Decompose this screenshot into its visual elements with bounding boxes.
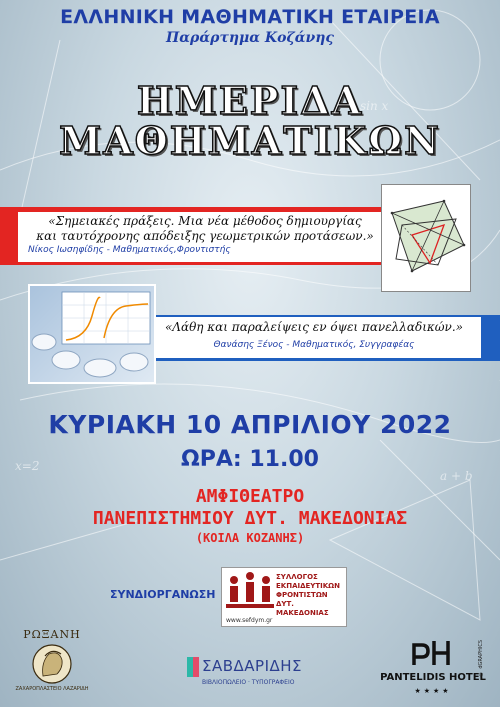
svg-text:sin x: sin x — [360, 99, 389, 113]
graph-illustration-icon — [30, 286, 154, 382]
people-logo-icon — [224, 570, 276, 616]
sefdym-url: www.sefdym.gr — [226, 617, 273, 624]
talk1-title-line2: και ταυτόχρονης απόδειξης γεωμετρικών προτάσεων.» — [36, 229, 374, 243]
talk2-speaker: Θανάσης Ξένος - Μαθηματικός, Συγγραφέας — [213, 340, 415, 350]
svg-text:x=2: x=2 — [15, 459, 40, 473]
sefdym-name — [276, 573, 346, 618]
sefdym-line4: ΔΥΤ. ΜΑΚΕΔΟΝΙΑΣ — [276, 600, 329, 617]
talk1-title — [18, 214, 392, 244]
venue-line2: ΠΑΝΕΠΙΣΤΗΜΙΟΥ ΔΥΤ. ΜΑΚΕΔΟΝΙΑΣ — [92, 508, 408, 529]
talk1-title-line1: «Σημειακές πράξεις. Μια νέα μέθοδος δημιουργίας — [48, 214, 362, 228]
sefdym-line1: ΣΥΛΛΟΓΟΣ — [276, 573, 318, 581]
hotel-stars: ★★★★ — [414, 687, 452, 695]
sefdym-line2: ΕΚΠΑΙΔΕΥΤΙΚΩΝ — [276, 582, 340, 590]
talk2-title: «Λάθη και παραλείψεις εν όψει πανελλαδικών.» — [164, 320, 464, 334]
pantelidis-hotel-logo — [378, 637, 488, 703]
sefdym-line3: ΦΡΟΝΤΙΣΤΩΝ — [276, 591, 328, 599]
event-title-line1: ΗΜΕΡΙΔΑ — [136, 78, 364, 123]
book-logo-icon — [186, 655, 200, 679]
rozani-logo — [15, 628, 89, 700]
rozani-title: ΡΩΞΑΝΗ — [23, 628, 81, 641]
talk1-speaker: Νίκος Ιωσηφίδης - Μαθηματικός,Φροντιστής — [28, 245, 231, 255]
hotel-monogram-icon — [408, 637, 458, 671]
event-title-line2: ΜΑΘΗΜΑΤΙΚΩΝ — [59, 118, 441, 163]
geometry-figure-icon — [382, 185, 470, 291]
venue-line3: (ΚΟΙΛΑ ΚΟΖΑΝΗΣ) — [195, 531, 305, 545]
hotel-name: PANTELIDIS HOTEL — [380, 672, 486, 683]
designer-credit: © dGRAPHICS — [478, 640, 484, 677]
branch-name: Παράρτημα Κοζάνης — [166, 30, 334, 46]
savdaridis-name: ΣΑΒΔΑΡΙΔΗΣ — [202, 657, 303, 675]
organization-name: ΕΛΛΗΝΙΚΗ ΜΑΘΗΜΑΤΙΚΗ ΕΤΑΙΡΕΙΑ — [60, 6, 440, 28]
svg-text:a + b: a + b — [440, 469, 473, 483]
event-time: ΩΡΑ: 11.00 — [181, 447, 319, 472]
rozani-subtitle: ΖΑΧΑΡΟΠΛΑΣΤΕΙΟ ΛΑΖΑΡΙΔΗ — [15, 686, 89, 692]
event-date: ΚΥΡΙΑΚΗ 10 ΑΠΡΙΛΙΟΥ 2022 — [48, 410, 452, 439]
savdaridis-subtitle: ΒΙΒΛΙΟΠΩΛΕΙΟ · ΤΥΠΟΓΡΑΦΕΙΟ — [202, 679, 295, 686]
geometry-figure — [381, 184, 471, 292]
math-photo — [28, 284, 156, 384]
savdaridis-logo — [186, 651, 314, 701]
sefdym-logo — [221, 567, 347, 627]
classical-head-icon — [15, 642, 89, 686]
coorganization-label: ΣΥΝΔΙΟΡΓΑΝΩΣΗ — [110, 588, 216, 601]
venue-line1: ΑΜΦΙΘΕΑΤΡΟ — [195, 486, 305, 507]
